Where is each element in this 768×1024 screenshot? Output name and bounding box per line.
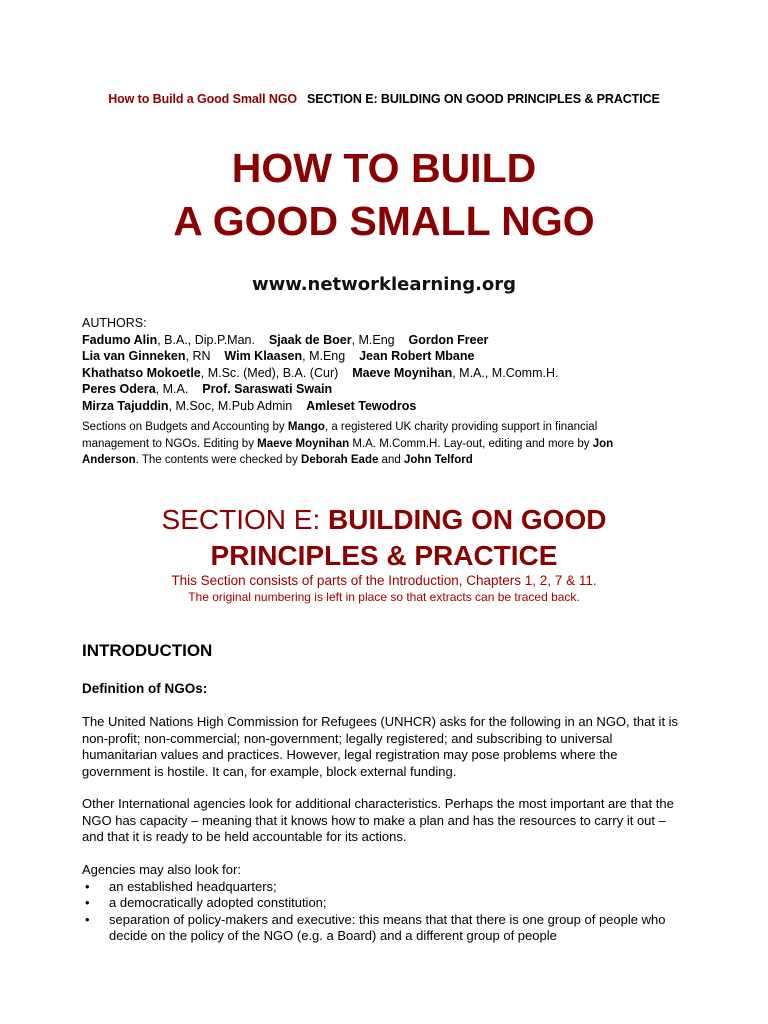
author-credentials: , RN: [185, 349, 211, 364]
author-name: Peres Odera: [82, 382, 156, 397]
paragraph-international-agencies: Other International agencies look for additional characteristics. Perhaps the most important are that the NGO has capacity – meaning that it knows how to make a plan and has the resources to carry it out – and that it is ready to be held accountable for its actions.: [82, 796, 674, 844]
section-prefix: SECTION E:: [161, 504, 328, 535]
agencies-list-block: [82, 862, 682, 945]
author-credentials: , M.A., M.Comm.H.: [452, 365, 559, 380]
credits-name: Jon Anderson: [82, 437, 614, 466]
list-item: • a democratically adopted constitution;: [82, 895, 682, 912]
author-credentials: , B.A., Dip.P.Man.: [157, 332, 255, 347]
list-intro: Agencies may also look for:: [82, 862, 241, 877]
author-credentials: , M.Eng: [351, 332, 395, 347]
introduction-heading: INTRODUCTION: [82, 641, 213, 660]
credits-text: M.A. M.Comm.H. Lay-out, editing and more by: [349, 437, 593, 450]
credits-name: Deborah Eade: [301, 454, 379, 466]
author-name: Wim Klaasen: [224, 349, 303, 364]
author-name: Gordon Freer: [408, 332, 489, 347]
credits-name: Maeve Moynihan: [257, 437, 350, 450]
section-title-line-2: PRINCIPLES & PRACTICE: [210, 540, 558, 571]
author-name: Maeve Moynihan: [352, 365, 453, 380]
authors-block: [82, 315, 702, 415]
header-section-title: SECTION E: BUILDING ON GOOD PRINCIPLES & PRACTICE: [307, 92, 660, 106]
section-title-bold-1: BUILDING ON GOOD: [328, 504, 607, 535]
author-line: [82, 348, 702, 365]
author-name: Amleset Tewodros: [306, 398, 417, 413]
author-line: [82, 365, 702, 382]
running-header: [0, 92, 768, 106]
author-line: [82, 398, 702, 415]
website-url: www.networklearning.org: [251, 274, 517, 295]
section-subtitle-line-1: This Section consists of parts of the Introduction, Chapters 1, 2, 7 & 11.: [171, 573, 597, 588]
credits-name: John Telford: [403, 454, 473, 466]
author-credentials: , M.A.: [155, 382, 189, 397]
author-line: [82, 332, 702, 349]
credits-paragraph: [82, 419, 662, 469]
credits-name: Mango: [287, 421, 325, 433]
section-subtitle: [0, 573, 768, 605]
credits-text: , a registered UK charity providing support in financial management to NGOs. Editing by: [82, 421, 598, 450]
author-credentials: , M.Soc, M.Pub Admin: [168, 398, 293, 413]
author-name: Mirza Tajuddin: [82, 398, 169, 413]
author-line: [82, 381, 702, 398]
section-title: [0, 502, 768, 574]
section-title-line-1: [0, 502, 768, 538]
section-subtitle-line-2: The original numbering is left in place so that extracts can be traced back.: [188, 590, 580, 604]
author-name: Sjaak de Boer: [268, 332, 352, 347]
author-credentials: , M.Sc. (Med), B.A. (Cur): [200, 365, 339, 380]
paragraph-unhcr: The United Nations High Commission for Refugees (UNHCR) asks for the following in an NGO, that it is non-profit; non-commercial; non-government; legally registered; and subscribing to universal humanitarian values and practices. However, legal registration may pose problems where the government is hostile. It can, for example, block external funding.: [82, 714, 679, 779]
document-title: [0, 142, 768, 248]
authors-label: AUTHORS:: [82, 316, 147, 330]
title-line-1: HOW TO BUILD: [231, 145, 537, 191]
list-item: • an established headquarters;: [82, 879, 682, 896]
definition-heading: Definition of NGOs:: [82, 681, 208, 696]
title-line-2: A GOOD SMALL NGO: [173, 198, 595, 244]
author-name: Jean Robert Mbane: [359, 349, 475, 364]
author-name: Lia van Ginneken: [82, 349, 186, 364]
author-name: Khathatso Mokoetle: [82, 365, 201, 380]
bullet-list: [82, 879, 682, 945]
author-name: Fadumo Alin: [82, 332, 158, 347]
author-name: Prof. Saraswati Swain: [202, 382, 333, 397]
header-book-title: How to Build a Good Small NGO: [108, 92, 297, 106]
credits-text: and: [378, 454, 404, 466]
credits-text: . The contents were checked by: [135, 454, 302, 466]
credits-text: Sections on Budgets and Accounting by: [82, 421, 288, 433]
author-credentials: , M.Eng: [302, 349, 346, 364]
list-item: • separation of policy-makers and executive: this means that that there is one group of people who decide on the policy of the NGO (e.g. a Board) and a different group of people: [82, 912, 682, 945]
